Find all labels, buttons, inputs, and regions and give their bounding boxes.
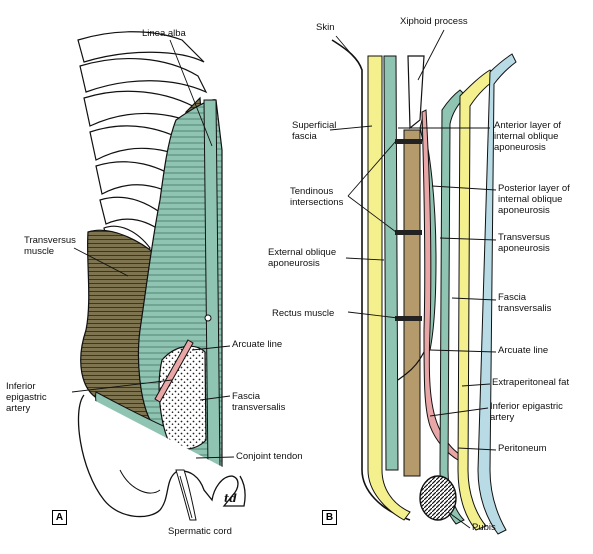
spermatic-cord [176, 470, 196, 520]
label-external-oblique-aponeurosis: External oblique aponeurosis [268, 247, 337, 269]
xiphoid-process [408, 56, 424, 128]
label-anterior-layer: Anterior layer of internal oblique aponeurosis [494, 120, 562, 153]
tendinous-intersection [395, 230, 422, 235]
rectus-muscle-column [404, 130, 420, 476]
tendinous-intersection [395, 316, 422, 321]
umbilicus [205, 315, 211, 321]
label-pubis: Pubis [472, 522, 496, 533]
label-linea-alba: Linea alba [142, 28, 186, 39]
label-xiphoid-process: Xiphoid process [400, 16, 468, 27]
artist-signature: td [224, 492, 237, 505]
tendinous-intersection [395, 139, 422, 144]
label-inferior-epigastric-artery-b: Inferior epigastric artery [490, 401, 563, 423]
panel-b-drawing [330, 30, 516, 534]
label-peritoneum: Peritoneum [498, 443, 547, 454]
label-inferior-epigastric-artery-a: Inferior epigastric artery [6, 381, 47, 414]
panel-a-badge: A [52, 510, 67, 525]
label-fascia-transversalis-b: Fascia transversalis [498, 292, 552, 314]
label-conjoint-tendon: Conjoint tendon [236, 451, 303, 462]
label-arcuate-line-b: Arcuate line [498, 345, 549, 356]
label-arcuate-line-a: Arcuate line [232, 339, 283, 350]
label-extraperitoneal-fat: Extraperitoneal fat [492, 377, 570, 388]
label-superficial-fascia: Superficial fascia [292, 120, 337, 142]
label-transversus-muscle: Transversus muscle [24, 235, 76, 257]
label-transversus-aponeurosis: Transversus aponeurosis [498, 232, 550, 254]
external-oblique-band [384, 56, 398, 470]
panel-a-drawing [78, 32, 245, 520]
panel-b-badge: B [322, 510, 337, 525]
label-rectus-muscle: Rectus muscle [272, 308, 335, 319]
label-skin: Skin [316, 22, 335, 33]
label-tendinous-intersections: Tendinous intersections [290, 186, 344, 208]
label-fascia-transversalis-a: Fascia transversalis [232, 391, 286, 413]
label-spermatic-cord: Spermatic cord [168, 526, 232, 537]
label-posterior-layer: Posterior layer of internal oblique aponeurosis [498, 183, 570, 216]
